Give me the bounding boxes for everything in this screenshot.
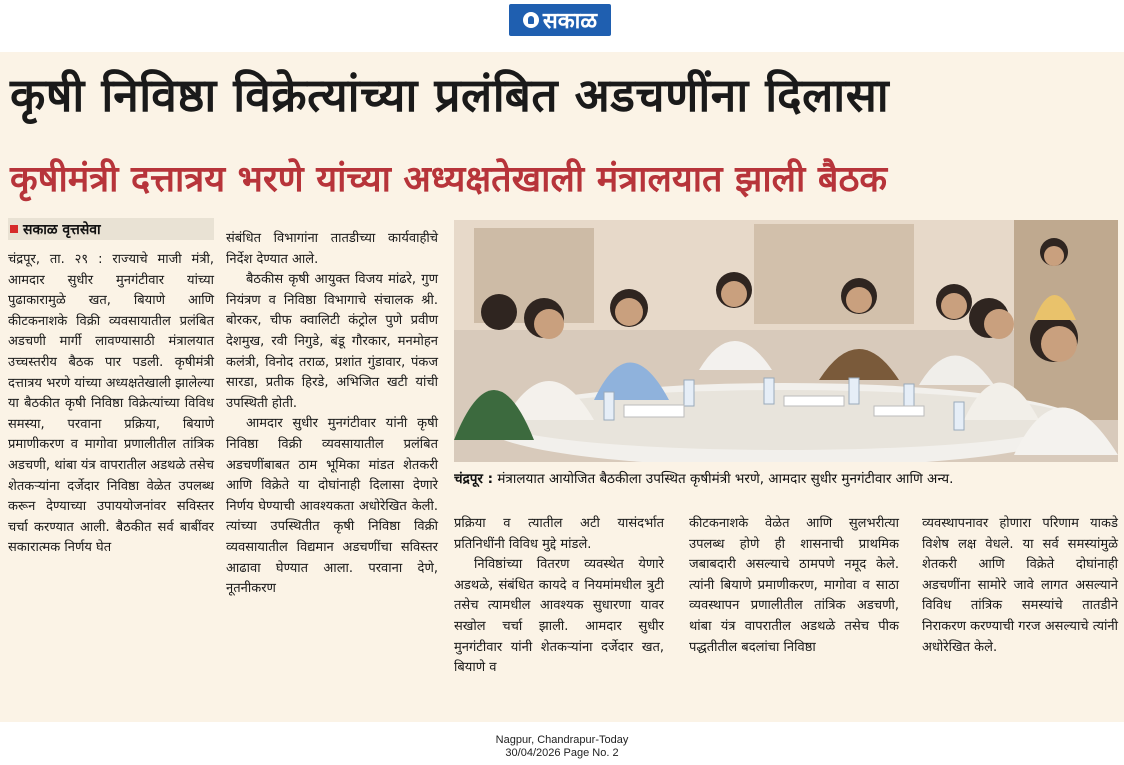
paragraph: आमदार सुधीर मुनगंटीवार यांनी कृषी निविष्ठा विक्री व्यवसायातील प्रलंबित अडचणींबाबत ठाम भूमिका मांडत शेतकरी आणि विक्रेते या दोघांनाही दिलासा देणारे निर्णय घेण्याची आवश्यकता अधोरेखित केली. त्यांच्या उपस्थितीत कृषी निविष्ठा विक्री व्यवसायातील विद्यमान अडचणींचा सविस्तर आढावा घेण्यात आला. परवाना देणे, नूतनीकरण xyxy=(226,416,438,597)
paragraph: निविष्ठांच्या वितरण व्यवस्थेत येणारे अडथळे, संबंधित कायदे व नियमांमधील त्रुटी तसेच त्यामधील आवश्यक सुधारणा यावर सखोल चर्चा झाली. आमदार सुधीर मुनगंटीवार यांनी शेतकऱ्यांना दर्जेदार खत, बियाणे व xyxy=(454,557,664,676)
footer-date-page: 30/04/2026 Page No. 2 xyxy=(505,747,619,759)
byline-text: सकाळ वृत्तसेवा xyxy=(23,221,101,238)
article-column-3 xyxy=(454,514,664,679)
caption-place: चंद्रपूर : xyxy=(454,471,494,487)
photo-caption xyxy=(454,464,1118,494)
page-footer xyxy=(0,734,1124,760)
caption-text: मंत्रालयात आयोजित बैठकीला उपस्थित कृषीमंत्री भरणे, आमदार सुधीर मुनगंटीवार आणि अन्य. xyxy=(497,471,954,487)
paragraph: व्यवस्थापनावर होणारा परिणाम याकडे विशेष लक्ष वेधले. या सर्व समस्यांमुळे शेतकरी आणि विक्रेते दोघांनाही अडचणींना सामोरे जावे लागत असल्याने विविध तांत्रिक समस्यांचे तातडीने निराकरण करण्याची गरज असल्याचे त्यांनी अधोरेखित केले. xyxy=(922,516,1118,655)
paragraph: चंद्रपूर, ता. २९ : राज्याचे माजी मंत्री, आमदार सुधीर मुनगंटीवार यांच्या पुढाकारामुळे खत, बियाणे आणि कीटकनाशके विक्री व्यवसायातील प्रलंबित अडचणी मार्गी लावण्यासाठी मंत्रालयात उच्चस्तरीय बैठक पार पडली. कृषीमंत्री दत्तात्रय भरणे यांच्या अध्यक्षतेखाली झालेल्या या बैठकीत कृषी निविष्ठा विक्रेत्यांच्या विविध समस्या, परवाना प्रक्रिया, बियाणे प्रमाणीकरण व मागोवा प्रणालीतील तांत्रिक अडचणी, थांबा यंत्र वापरातील अडथळे तसेच शेतकऱ्यांना दर्जेदार निविष्ठा वेळेत उपलब्ध करून देण्याच्या उपाययोजनांवर सविस्तर चर्चा करण्यात आली. बैठकीत सर्व बाबींवर सकारात्मक निर्णय घेत xyxy=(8,252,214,556)
article-column-5 xyxy=(922,514,1118,658)
headline: कृषी निविष्ठा विक्रेत्यांच्या प्रलंबित अडचणींना दिलासा xyxy=(10,68,890,122)
meeting-photo-illustration xyxy=(454,220,1118,462)
red-square-icon xyxy=(10,225,18,233)
paragraph: संबंधित विभागांना तातडीच्या कार्यवाहीचे निर्देश देण्यात आले. xyxy=(226,231,438,267)
subheadline: कृषीमंत्री दत्तात्रय भरणे यांच्या अध्यक्षतेखाली मंत्रालयात झाली बैठक xyxy=(10,159,888,200)
byline xyxy=(8,218,214,240)
paragraph: कीटकनाशके वेळेत आणि सुलभरीत्या उपलब्ध होणे ही शासनाची प्राथमिक जबाबदारी असल्याचे ठामपणे नमूद केले. त्यांनी बियाणे प्रमाणीकरण, मागोवा व साठा व्यवस्थापन प्रणालीतील तांत्रिक अडचणी, थांबा यंत्र वापरातील अडथळे तसेच पीक पद्धतीतील बदलांचा निविष्ठा xyxy=(689,516,899,655)
logo-text: सकाळ xyxy=(542,9,598,34)
sakal-emblem-icon xyxy=(523,12,539,28)
article-column-2 xyxy=(226,229,438,600)
sakal-logo xyxy=(509,4,611,36)
article-column-1 xyxy=(8,250,214,559)
paragraph: बैठकीस कृषी आयुक्त विजय मांढरे, गुण नियंत्रण व निविष्ठा विभागाचे संचालक श्री. बोरकर, चीफ क्वालिटी कंट्रोल पुणे प्रवीण देशमुख, रवी निगुडे, बंडू गौरकार, मनमोहन कलंत्री, विनोद तराळ, प्रशांत गुंडावार, पंकज सारडा, प्रतीक हिरडे, अभिजित खटी यांची उपस्थिती होती. xyxy=(226,272,438,411)
article-column-4 xyxy=(689,514,899,658)
footer-edition: Nagpur, Chandrapur-Today xyxy=(495,734,629,746)
meeting-photo xyxy=(454,220,1118,462)
paragraph: प्रक्रिया व त्यातील अटी यासंदर्भात प्रतिनिधींनी विविध मुद्दे मांडले. xyxy=(454,516,664,552)
